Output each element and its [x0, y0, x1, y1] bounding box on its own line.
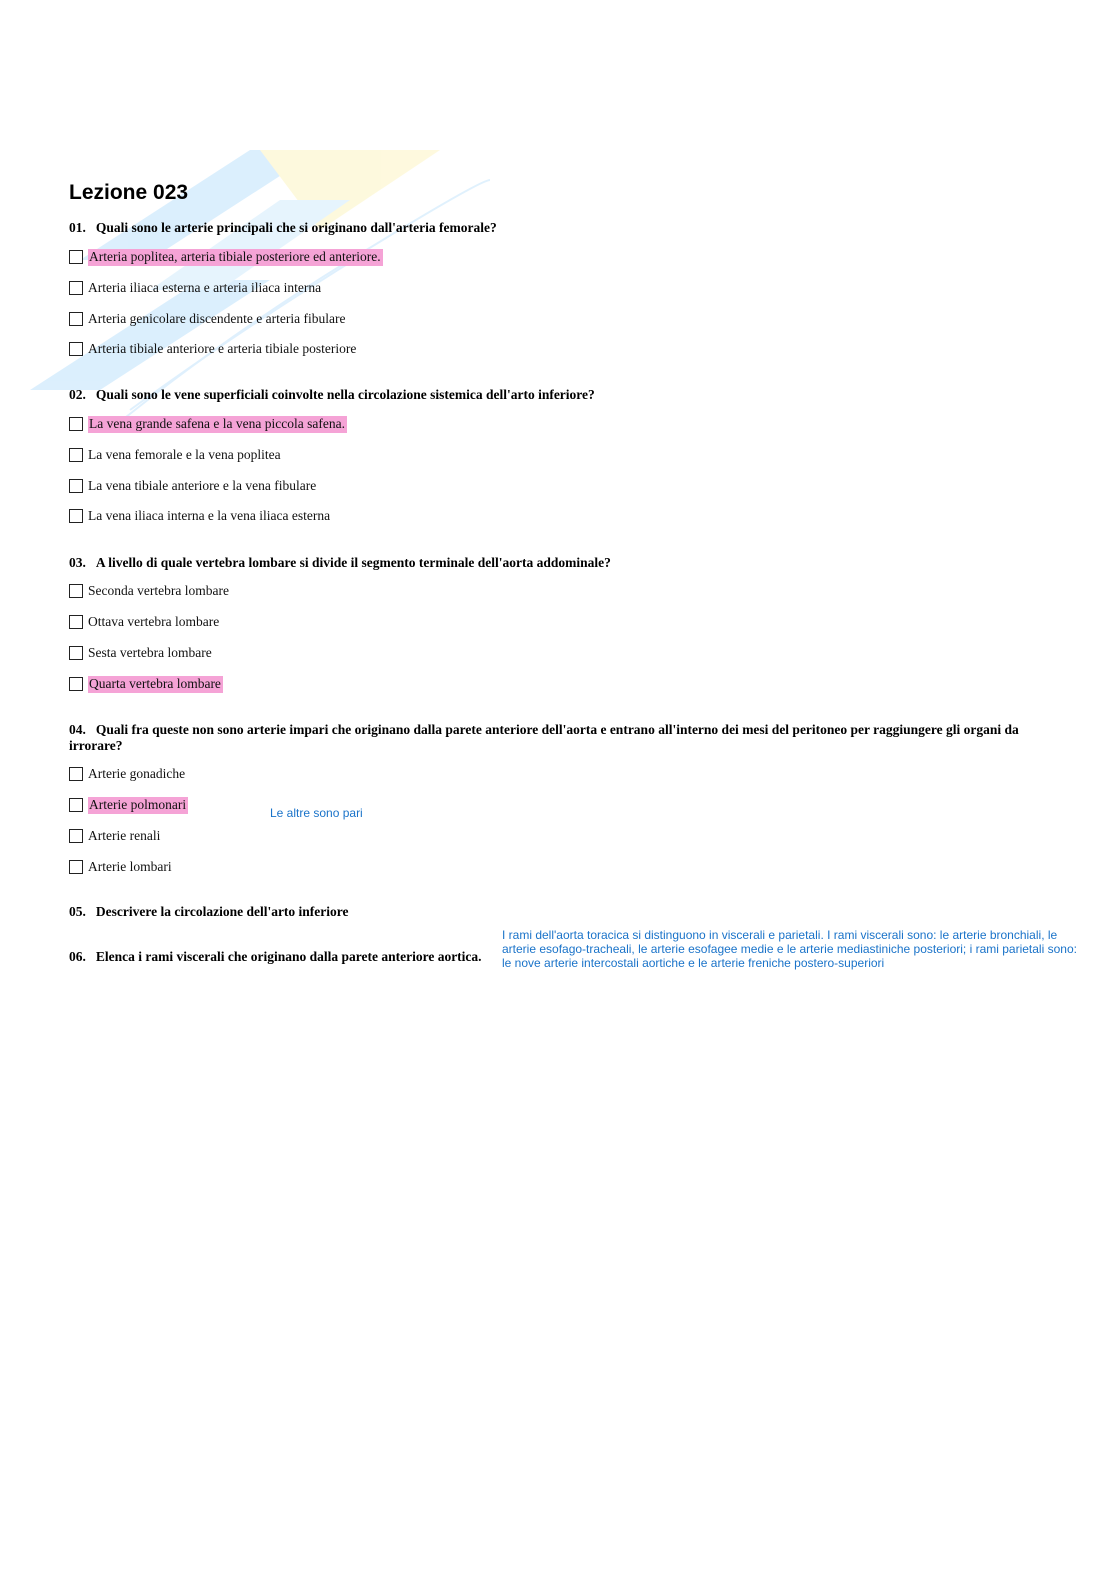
answer-checkbox[interactable] [69, 860, 83, 874]
answer-checkbox[interactable] [69, 342, 83, 356]
option-item [69, 765, 185, 783]
option-item [69, 507, 330, 525]
question-02 [69, 387, 595, 403]
option-label-highlighted: Quarta vertebra lombare [89, 675, 221, 691]
question-text: Quali sono le vene superficiali coinvolte nella circolazione sistemica dell'arto inferiore? [95, 387, 595, 402]
option-item [69, 340, 356, 358]
question-text: Descrivere la circolazione dell'arto inferiore [95, 904, 349, 919]
option-label: La vena iliaca interna e la vena iliaca esterna [88, 508, 331, 523]
option-item [69, 248, 383, 266]
answer-checkbox[interactable] [69, 479, 83, 493]
option-label: Arteria iliaca esterna e arteria iliaca interna [88, 280, 322, 295]
option-label-highlighted: La vena grande safena e la vena piccola safena. [89, 415, 345, 431]
option-item [69, 582, 229, 600]
question-text: Quali sono le arterie principali che si originano dall'arteria femorale? [95, 220, 497, 235]
annotation-note: Le altre sono pari [270, 806, 363, 820]
option-item [69, 477, 316, 495]
answer-checkbox[interactable] [69, 584, 83, 598]
answer-checkbox[interactable] [69, 281, 83, 295]
option-label: Arterie lombari [88, 859, 172, 874]
answer-checkbox[interactable] [69, 829, 83, 843]
question-number: 03. [69, 555, 86, 570]
option-label: Ottava vertebra lombare [88, 614, 220, 629]
question-01 [69, 220, 497, 236]
question-number: 05. [69, 904, 86, 919]
question-03 [69, 555, 611, 571]
answer-checkbox[interactable] [69, 509, 83, 523]
question-text: A livello di quale vertebra lombare si divide il segmento terminale dell'aorta addominale? [95, 555, 611, 570]
question-05 [69, 904, 349, 920]
option-item [69, 796, 188, 814]
option-label-highlighted: Arterie polmonari [89, 796, 187, 812]
answer-checkbox[interactable] [69, 646, 83, 660]
answer-checkbox[interactable] [69, 615, 83, 629]
option-label-highlighted: Arteria poplitea, arteria tibiale posteriore ed anteriore. [89, 248, 381, 264]
option-label: Seconda vertebra lombare [88, 583, 229, 598]
answer-checkbox[interactable] [69, 417, 83, 431]
question-06 [69, 949, 482, 965]
option-label: Arteria genicolare discendente e arteria fibulare [88, 311, 346, 326]
answer-checkbox[interactable] [69, 798, 83, 812]
lesson-title: Lezione 023 [69, 181, 189, 204]
answer-checkbox[interactable] [69, 677, 83, 691]
option-item [69, 644, 212, 662]
answer-checkbox[interactable] [69, 448, 83, 462]
question-number: 01. [69, 220, 86, 235]
option-item [69, 613, 219, 631]
option-item [69, 858, 172, 876]
option-label: Arteria tibiale anteriore e arteria tibiale posteriore [88, 341, 357, 356]
option-item [69, 446, 281, 464]
answer-checkbox[interactable] [69, 767, 83, 781]
answer-checkbox[interactable] [69, 312, 83, 326]
option-label: Arterie renali [88, 828, 161, 843]
question-number: 06. [69, 949, 86, 964]
question-number: 02. [69, 387, 86, 402]
question-text: Elenca i rami viscerali che originano dalla parete anteriore aortica. [95, 949, 482, 964]
question-number: 04. [69, 722, 86, 737]
answer-checkbox[interactable] [69, 250, 83, 264]
option-label: Sesta vertebra lombare [88, 645, 212, 660]
option-item [69, 827, 160, 845]
option-item [69, 279, 321, 297]
question-04 [69, 722, 1044, 754]
option-label: La vena tibiale anteriore e la vena fibulare [88, 478, 317, 493]
option-label: Arterie gonadiche [88, 766, 186, 781]
option-item [69, 415, 347, 433]
option-item [69, 675, 223, 693]
question-text: Quali fra queste non sono arterie impari che originano dalla parete anteriore dell'aorta e entrano all'interno dei mesi del peritoneo per raggiungere gli organi da irrorare? [69, 722, 1019, 753]
annotation-note: I rami dell'aorta toracica si distinguono in viscerali e parietali. I rami viscerali sono: le arterie bronchiali, le arterie esofago-tracheali, le arterie esofagee medie e le arterie mediastiniche posteriori; i rami parietali sono: le nove arterie intercostali aortiche e le arterie freniche postero-superiori [502, 928, 1077, 970]
option-item [69, 310, 345, 328]
option-label: La vena femorale e la vena poplitea [88, 447, 281, 462]
